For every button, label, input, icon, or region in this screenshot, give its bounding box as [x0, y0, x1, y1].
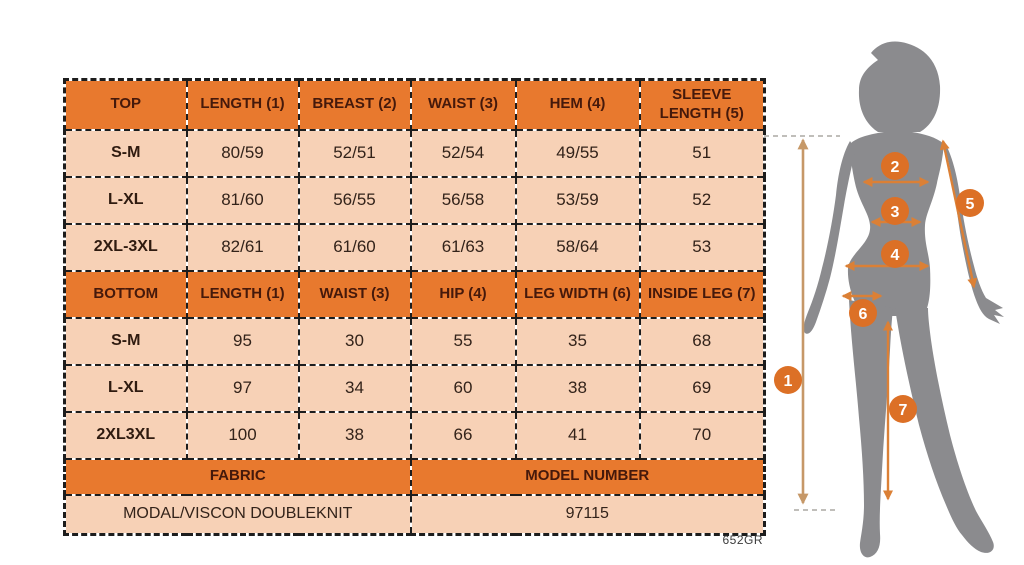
bottom-row-lxl [65, 365, 765, 412]
top-header-cell: TOP [65, 80, 187, 130]
top-header-cell: HEM (4) [516, 80, 640, 130]
top-row-sm [65, 130, 765, 177]
value-cell: 68 [640, 318, 765, 365]
bottom-header-cell: BOTTOM [65, 271, 187, 318]
size-chart-table [63, 78, 766, 536]
value-cell: 82/61 [187, 224, 299, 271]
value-cell: 66 [411, 412, 516, 459]
model-number-header: MODEL NUMBER [411, 459, 765, 495]
top-header-row [65, 80, 765, 130]
value-cell: 100 [187, 412, 299, 459]
bottom-header-cell: LEG WIDTH (6) [516, 271, 640, 318]
left-arm-shape [804, 141, 856, 334]
left-leg-shape [849, 300, 893, 557]
size-label: L-XL [65, 365, 187, 412]
value-cell: 60 [411, 365, 516, 412]
top-header-cell: BREAST (2) [299, 80, 411, 130]
size-label: S-M [65, 130, 187, 177]
value-cell: 69 [640, 365, 765, 412]
value-cell: 95 [187, 318, 299, 365]
size-label: 2XL-3XL [65, 224, 187, 271]
fabric-value: MODAL/VISCON DOUBLEKNIT [65, 495, 411, 535]
value-cell: 51 [640, 130, 765, 177]
value-cell: 97 [187, 365, 299, 412]
value-cell: 52/54 [411, 130, 516, 177]
footer-value-row [65, 495, 765, 535]
value-cell: 38 [516, 365, 640, 412]
value-cell: 53/59 [516, 177, 640, 224]
top-row-2xl3xl [65, 224, 765, 271]
value-cell: 56/55 [299, 177, 411, 224]
value-cell: 38 [299, 412, 411, 459]
top-header-cell: LENGTH (1) [187, 80, 299, 130]
footer-header-row [65, 459, 765, 495]
bottom-header-cell: INSIDE LEG (7) [640, 271, 765, 318]
value-cell: 41 [516, 412, 640, 459]
bottom-row-sm [65, 318, 765, 365]
value-cell: 61/60 [299, 224, 411, 271]
badge-2-label: 2 [890, 159, 900, 176]
badge-5-label: 5 [965, 196, 975, 213]
value-cell: 80/59 [187, 130, 299, 177]
badge-7-label: 7 [898, 402, 908, 419]
top-row-lxl [65, 177, 765, 224]
top-header-cell: WAIST (3) [411, 80, 516, 130]
value-cell: 70 [640, 412, 765, 459]
bottom-header-row [65, 271, 765, 318]
value-cell: 58/64 [516, 224, 640, 271]
size-label: 2XL3XL [65, 412, 187, 459]
bottom-header-cell: HIP (4) [411, 271, 516, 318]
value-cell: 56/58 [411, 177, 516, 224]
badge-3-label: 3 [890, 204, 900, 221]
model-number-value: 97115 [411, 495, 765, 535]
value-cell: 52 [640, 177, 765, 224]
bottom-header-cell: WAIST (3) [299, 271, 411, 318]
style-code: 652GR [722, 533, 763, 547]
value-cell: 53 [640, 224, 765, 271]
value-cell: 34 [299, 365, 411, 412]
top-header-cell: SLEEVE LENGTH (5) [640, 80, 765, 130]
right-leg-shape [895, 308, 994, 553]
badge-1-label: 1 [783, 373, 793, 390]
value-cell: 49/55 [516, 130, 640, 177]
value-cell: 52/51 [299, 130, 411, 177]
badge-4-label: 4 [890, 247, 900, 264]
value-cell: 61/63 [411, 224, 516, 271]
value-cell: 30 [299, 318, 411, 365]
body-silhouette-icon [804, 41, 1004, 557]
measurement-figure [760, 0, 1024, 565]
size-label: S-M [65, 318, 187, 365]
size-label: L-XL [65, 177, 187, 224]
bottom-row-2xl3xl [65, 412, 765, 459]
right-arm-shape [944, 141, 1004, 324]
fabric-header: FABRIC [65, 459, 411, 495]
value-cell: 55 [411, 318, 516, 365]
value-cell: 35 [516, 318, 640, 365]
badge-6-label: 6 [858, 306, 868, 323]
bottom-header-cell: LENGTH (1) [187, 271, 299, 318]
value-cell: 81/60 [187, 177, 299, 224]
